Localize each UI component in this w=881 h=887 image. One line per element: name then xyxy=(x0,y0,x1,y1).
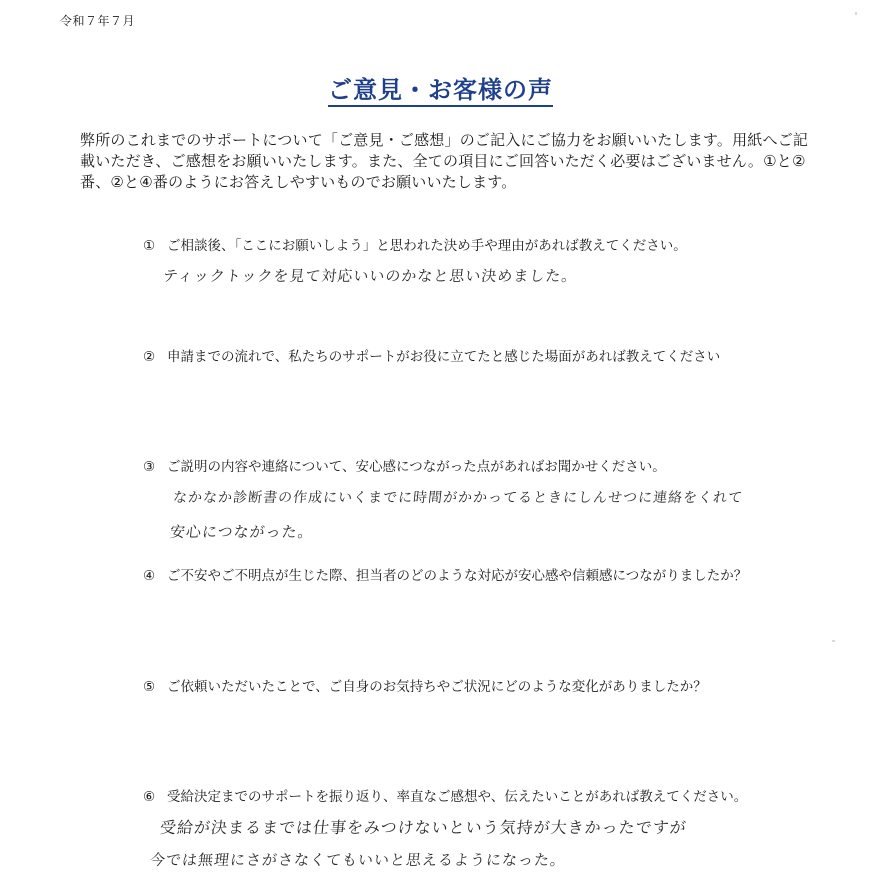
document-date: 令和７年７月 xyxy=(60,14,136,28)
answer-3-line-1: なかなか診断書の作成にいくまでに時間がかかってるときにしんせつに連絡をくれて xyxy=(172,490,744,506)
answer-6-line-2: 今では無理にさがさなくてもいいと思えるようになった。 xyxy=(149,851,567,869)
question-text: ご相談後、「ここにお願いしよう」と思われた決め手や理由があれば教えてください。 xyxy=(167,238,687,254)
question-6 xyxy=(143,788,843,806)
question-text: ご不安やご不明点が生じた際、担当者のどのような対応が安心感や信頼感につながりましたか？ xyxy=(167,568,748,584)
answer-1-handwriting: ティックトックを見て対応いいのかなと思い決めました。 xyxy=(162,267,579,285)
intro-paragraph: 弊所のこれまでのサポートについて「ご意見・ご感想」のご記入にご協力をお願いいたします。用紙へご記載いただき、ご感想をお願いいたします。また、全ての項目にご回答いただく必要はございません。①と②番、②と④番のようにお答えしやすいものでお願いいたします。 xyxy=(80,131,809,191)
question-text: 受給決定までのサポートを振り返り、率直なご感想や、伝えたいことがあれば教えてください。 xyxy=(167,789,748,805)
scan-speck xyxy=(832,640,835,642)
question-5 xyxy=(143,678,843,696)
question-2 xyxy=(143,348,843,366)
answer-6-line-1: 受給が決まるまでは仕事をみつけないという気持が大きかったですが xyxy=(159,818,688,837)
question-number: ③ xyxy=(143,459,156,475)
question-number: ④ xyxy=(143,568,156,584)
question-text: 申請までの流れで、私たちのサポートがお役に立てたと感じた場面があれば教えてください xyxy=(167,349,721,365)
question-number: ① xyxy=(143,238,156,254)
question-number: ⑥ xyxy=(143,789,156,805)
question-number: ② xyxy=(143,349,156,365)
question-4 xyxy=(143,567,843,585)
question-text: ご説明の内容や連絡について、安心感につながった点があればお聞かせください。 xyxy=(167,459,666,475)
page-title xyxy=(0,70,881,105)
question-1 xyxy=(143,237,843,255)
page-title-text: ご意見・お客様の声 xyxy=(328,76,553,107)
question-3 xyxy=(143,458,843,476)
question-text: ご依頼いただいたことで、ご自身のお気持ちやご状況にどのような変化がありましたか？ xyxy=(167,679,707,695)
answer-3-line-2: 安心につながった。 xyxy=(169,523,315,541)
question-number: ⑤ xyxy=(143,679,156,695)
scan-speck xyxy=(855,12,857,15)
